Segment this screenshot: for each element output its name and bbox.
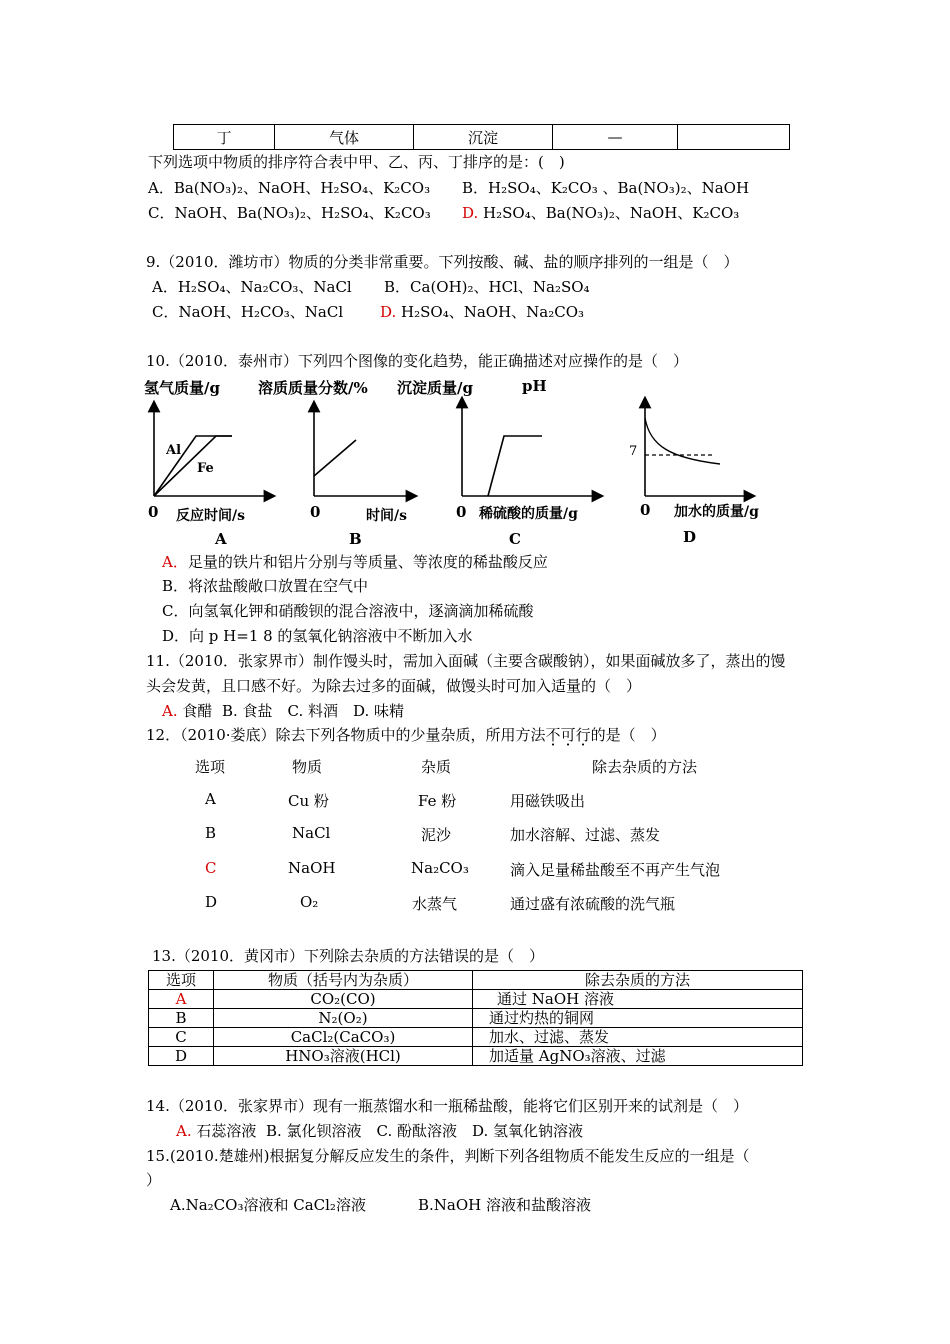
q12-row-method: 用磁铁吸出 bbox=[510, 792, 586, 810]
graph-c bbox=[462, 402, 598, 496]
emphasis-char: 不 bbox=[545, 726, 561, 744]
option-text: 足量的铁片和铝片分别与等质量、等浓度的稀盐酸反应 bbox=[187, 553, 548, 571]
table-cell: 气体 bbox=[275, 125, 414, 150]
q11-options bbox=[162, 701, 404, 721]
q12-row-method: 通过盛有浓硫酸的洗气瓶 bbox=[510, 895, 676, 913]
q12-header-method: 除去杂质的方法 bbox=[592, 758, 698, 776]
q13-row-substance: CaCl₂(CaCO₃) bbox=[214, 1028, 473, 1047]
q13-row-method: 通过 NaOH 溶液 bbox=[473, 990, 803, 1009]
answer-label: A. bbox=[176, 1122, 192, 1140]
table-cell bbox=[678, 125, 790, 150]
q13-row-method: 加水、过滤、蒸发 bbox=[473, 1028, 803, 1047]
q8-stem: 下列选项中物质的排序符合表中甲、乙、丙、丁排序的是：( ) bbox=[148, 153, 565, 171]
q12-row-substance: Cu 粉 bbox=[288, 792, 329, 810]
emphasis-char: 可 bbox=[560, 726, 576, 744]
q13-row-substance: CO₂(CO) bbox=[214, 990, 473, 1009]
graph-d-ylabel: pH bbox=[522, 377, 547, 395]
q13-row-method: 通过灼热的铜网 bbox=[473, 1009, 803, 1028]
q12-row-impurity: 水蒸气 bbox=[412, 895, 458, 913]
top-table bbox=[173, 124, 790, 150]
option-label: A． bbox=[148, 179, 174, 197]
q9-option-c: C．NaOH、H₂CO₃、NaCl bbox=[152, 303, 344, 321]
q13-row-option: B bbox=[149, 1009, 214, 1028]
q11-stem-1: 11.（2010．张家界市）制作馒头时，需加入面碱（主要含碳酸钠），如果面碱放多了，蒸出的馒 bbox=[146, 652, 786, 670]
graph-d-origin: 0 bbox=[640, 501, 651, 519]
option-text: Ba(NO₃)₂、NaOH、H₂SO₄、K₂CO₃ bbox=[173, 179, 431, 197]
q13-header-option: 选项 bbox=[149, 971, 214, 990]
graph-b-ylabel: 溶质质量分数/% bbox=[258, 379, 368, 397]
q13-table bbox=[148, 970, 803, 1066]
graph-b-xlabel: 时间/s bbox=[366, 508, 407, 524]
graph-a-series-fe: Fe bbox=[197, 461, 214, 476]
q8-option-a bbox=[148, 178, 430, 198]
graph-d-mark: 7 bbox=[629, 444, 638, 459]
q13-row-substance: N₂(O₂) bbox=[214, 1009, 473, 1028]
option-text: H₂SO₄、NaOH、Na₂CO₃ bbox=[401, 303, 585, 321]
q9-option-a: A．H₂SO₄、Na₂CO₃、NaCl bbox=[152, 278, 352, 296]
q13-row-option: C bbox=[149, 1028, 214, 1047]
graph-a-xlabel: 反应时间/s bbox=[176, 508, 245, 524]
q14-stem: 14.（2010．张家界市）现有一瓶蒸馏水和一瓶稀盐酸，能将它们区别开来的试剂是（ ） bbox=[146, 1097, 749, 1115]
q10-option-b: B．将浓盐酸敞口放置在空气中 bbox=[162, 577, 369, 595]
q15-stem-1: 15.(2010.楚雄州)根据复分解反应发生的条件，判断下列各组物质不能发生反应的一组是（ bbox=[146, 1147, 750, 1165]
q13-header-method: 除去杂质的方法 bbox=[473, 971, 803, 990]
q13-row-option-answer: A bbox=[149, 990, 214, 1009]
q13-row-substance: HNO₃溶液(HCl) bbox=[214, 1047, 473, 1066]
q10-stem: 10.（2010．泰州市）下列四个图像的变化趋势，能正确描述对应操作的是（ ） bbox=[146, 352, 689, 370]
q15-stem-2: ） bbox=[146, 1171, 162, 1189]
q12-row-substance: NaCl bbox=[292, 824, 331, 842]
q12-header-substance: 物质 bbox=[292, 758, 323, 776]
graph-b bbox=[314, 406, 412, 496]
q12-stem-start: 12．（2010·娄底）除去下列各物质中的少量杂质，所用方法 bbox=[146, 726, 546, 744]
q12-row-method: 加水溶解、过滤、蒸发 bbox=[510, 826, 661, 844]
q13-row-method: 加适量 AgNO₃溶液、过滤 bbox=[473, 1047, 803, 1066]
q12-row-option: A bbox=[205, 790, 216, 808]
q12-stem-end: 的是（ ） bbox=[590, 726, 666, 744]
q12-row-impurity: 泥沙 bbox=[421, 826, 452, 844]
q12-row-impurity: Na₂CO₃ bbox=[411, 859, 469, 877]
graph-c-letter: C bbox=[509, 530, 521, 548]
option-rest: B. 食盐 C. 料酒 D. 味精 bbox=[221, 702, 405, 720]
q12-row-method: 滴入足量稀盐酸至不再产生气泡 bbox=[510, 861, 721, 879]
option-text: H₂SO₄、Ba(NO₃)₂、NaOH、K₂CO₃ bbox=[483, 204, 740, 222]
option-text: 石蕊溶液 bbox=[196, 1122, 257, 1140]
q12-row-substance: NaOH bbox=[288, 859, 336, 877]
answer-label: A. bbox=[162, 702, 178, 720]
q9-option-d bbox=[380, 302, 584, 322]
option-rest: B. 氯化钡溶液 C. 酚酞溶液 D. 氢氧化钠溶液 bbox=[265, 1122, 584, 1140]
option-label: C． bbox=[148, 204, 175, 222]
q13-row-option: D bbox=[149, 1047, 214, 1066]
option-text: H₂SO₄、K₂CO₃ 、Ba(NO₃)₂、NaOH bbox=[488, 179, 750, 197]
option-text: NaOH、Ba(NO₃)₂、H₂SO₄、K₂CO₃ bbox=[174, 204, 431, 222]
q12-stem bbox=[146, 725, 666, 745]
q12-row-impurity: Fe 粉 bbox=[418, 792, 457, 810]
q10-option-a bbox=[162, 552, 548, 572]
q10-option-d: D．向 p H=1 8 的氢氧化钠溶液中不断加入水 bbox=[162, 627, 473, 645]
option-text: 食醋 bbox=[182, 702, 213, 720]
graph-d bbox=[645, 402, 750, 496]
q12-row-option-answer: C bbox=[205, 859, 217, 877]
q13-stem: 13.（2010．黄冈市）下列除去杂质的方法错误的是（ ） bbox=[152, 947, 545, 965]
graph-b-letter: B bbox=[349, 530, 362, 548]
q8-option-b bbox=[462, 178, 749, 198]
q10-graphs bbox=[140, 396, 800, 516]
graph-a-letter: A bbox=[215, 530, 227, 548]
q13-header-substance: 物质（括号内为杂质） bbox=[214, 971, 473, 990]
q12-row-option: B bbox=[205, 824, 217, 842]
table-cell: 沉淀 bbox=[414, 125, 553, 150]
graph-d-letter: D bbox=[683, 528, 697, 546]
q15-option-a: A.Na₂CO₃溶液和 CaCl₂溶液 bbox=[170, 1196, 366, 1214]
q8-option-c bbox=[148, 203, 431, 223]
answer-label: A． bbox=[162, 553, 188, 571]
q12-row-option: D bbox=[205, 893, 218, 911]
emphasis-char: 行 bbox=[575, 726, 591, 744]
option-label: B． bbox=[462, 179, 489, 197]
q12-row-substance: O₂ bbox=[300, 893, 319, 911]
q15-option-b: B.NaOH 溶液和盐酸溶液 bbox=[418, 1196, 592, 1214]
answer-label: D. bbox=[462, 204, 479, 222]
graph-c-xlabel: 稀硫酸的质量/g bbox=[479, 506, 578, 522]
graph-a-origin: 0 bbox=[148, 503, 159, 521]
q11-stem-2: 头会发黄，且口感不好。为除去过多的面碱，做馒头时可加入适量的（ ） bbox=[146, 677, 642, 695]
q12-header-option: 选项 bbox=[195, 758, 226, 776]
graph-c-origin: 0 bbox=[456, 503, 467, 521]
graph-a-series-al: Al bbox=[166, 443, 182, 458]
q8-option-d bbox=[462, 203, 739, 223]
table-cell: 丁 bbox=[174, 125, 275, 150]
q14-options bbox=[176, 1121, 583, 1141]
graph-c-ylabel: 沉淀质量/g bbox=[397, 379, 473, 397]
graph-d-xlabel: 加水的质量/g bbox=[674, 504, 759, 520]
table-cell: — bbox=[553, 125, 678, 150]
graph-a-ylabel: 氢气质量/g bbox=[144, 379, 220, 397]
q10-option-c: C．向氢氧化钾和硝酸钡的混合溶液中，逐滴滴加稀硫酸 bbox=[162, 602, 534, 620]
answer-label: D. bbox=[380, 303, 397, 321]
q12-header-impurity: 杂质 bbox=[421, 758, 452, 776]
graph-b-origin: 0 bbox=[310, 503, 321, 521]
q9-stem: 9.（2010．潍坊市）物质的分类非常重要。下列按酸、碱、盐的顺序排列的一组是（ ） bbox=[146, 253, 739, 271]
q9-option-b: B．Ca(OH)₂、HCl、Na₂SO₄ bbox=[384, 278, 590, 296]
